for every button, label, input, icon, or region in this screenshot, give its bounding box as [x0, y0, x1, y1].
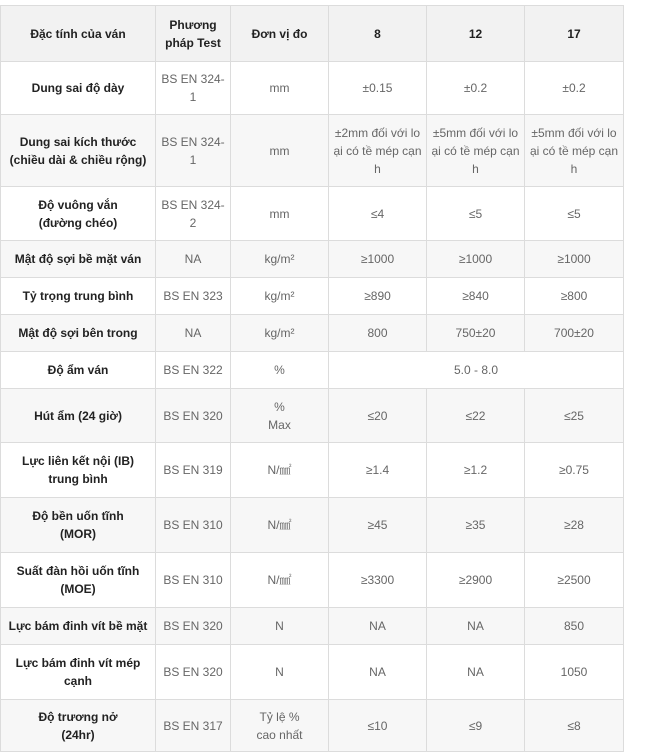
value-cell-17: ≥2500	[525, 553, 624, 608]
unit-cell: mm	[231, 62, 329, 115]
method-cell: BS EN 324- 1	[156, 62, 231, 115]
value-cell-12: ≥2900	[427, 553, 525, 608]
unit-cell: kg/m²	[231, 315, 329, 352]
table-row	[1, 315, 624, 352]
value-cell-12: 750±20	[427, 315, 525, 352]
unit-cell: kg/m²	[231, 278, 329, 315]
table-row	[1, 645, 624, 700]
value-cell-17: ≤8	[525, 700, 624, 752]
value-cell-12: ≥1000	[427, 241, 525, 278]
value-cell-12: ±0.2	[427, 62, 525, 115]
table-row	[1, 443, 624, 498]
table-row	[1, 352, 624, 389]
method-cell: BS EN 324- 2	[156, 187, 231, 241]
unit-cell: %	[231, 352, 329, 389]
value-cell-8: ≤10	[329, 700, 427, 752]
unit-cell: mm	[231, 115, 329, 187]
value-cell-17: 1050	[525, 645, 624, 700]
unit-cell: mm	[231, 187, 329, 241]
value-cell-8: ≥45	[329, 498, 427, 553]
value-cell-12: ±5mm đối với lo ại có tề mép cạn h	[427, 115, 525, 187]
value-cell-17: ±5mm đối với lo ại có tề mép cạn h	[525, 115, 624, 187]
value-cell-17: 850	[525, 608, 624, 645]
unit-cell: Tỷ lệ % cao nhất	[231, 700, 329, 752]
value-cell-17: ≥28	[525, 498, 624, 553]
method-cell: BS EN 320	[156, 645, 231, 700]
value-cell-8: ±0.15	[329, 62, 427, 115]
property-cell: Tỷ trọng trung bình	[1, 278, 156, 315]
value-cell-8: ≤4	[329, 187, 427, 241]
value-cell-8: ≥3300	[329, 553, 427, 608]
method-cell: BS EN 323	[156, 278, 231, 315]
unit-cell: % Max	[231, 389, 329, 443]
value-cell-17: ≥0.75	[525, 443, 624, 498]
property-cell: Độ bền uốn tĩnh (MOR)	[1, 498, 156, 553]
unit-cell: N/㎟	[231, 498, 329, 553]
method-cell: BS EN 317	[156, 700, 231, 752]
property-cell: Độ trương nở (24hr)	[1, 700, 156, 752]
value-cell-17: ≤25	[525, 389, 624, 443]
unit-cell: N	[231, 645, 329, 700]
value-cell-12: ≥35	[427, 498, 525, 553]
property-cell: Mật độ sợi bên trong	[1, 315, 156, 352]
unit-cell: kg/m²	[231, 241, 329, 278]
value-cell-8: ≥1.4	[329, 443, 427, 498]
value-cell-17: ±0.2	[525, 62, 624, 115]
method-cell: BS EN 320	[156, 389, 231, 443]
header-row	[1, 6, 624, 62]
table-row	[1, 278, 624, 315]
method-cell: BS EN 322	[156, 352, 231, 389]
value-cell-8: ≤20	[329, 389, 427, 443]
header-property: Đặc tính của ván	[1, 6, 156, 62]
method-cell: NA	[156, 315, 231, 352]
value-cell-8: NA	[329, 645, 427, 700]
spec-table	[0, 5, 624, 752]
property-cell: Dung sai độ dày	[1, 62, 156, 115]
value-cell-12: NA	[427, 608, 525, 645]
header-method: Phương pháp Test	[156, 6, 231, 62]
value-cell-8: ≥890	[329, 278, 427, 315]
unit-cell: N/㎟	[231, 443, 329, 498]
property-cell: Độ ẩm ván	[1, 352, 156, 389]
table-row	[1, 498, 624, 553]
table-row	[1, 241, 624, 278]
value-cell-8: NA	[329, 608, 427, 645]
property-cell: Hút ẩm (24 giờ)	[1, 389, 156, 443]
method-cell: BS EN 320	[156, 608, 231, 645]
value-cell-12: ≥1.2	[427, 443, 525, 498]
header-thickness-17: 17	[525, 6, 624, 62]
table-row	[1, 553, 624, 608]
table-row	[1, 62, 624, 115]
header-thickness-12: 12	[427, 6, 525, 62]
property-cell: Suất đàn hồi uốn tĩnh (MOE)	[1, 553, 156, 608]
value-cell-17: ≥1000	[525, 241, 624, 278]
unit-cell: N	[231, 608, 329, 645]
header-unit: Đơn vị đo	[231, 6, 329, 62]
merged-value-cell: 5.0 - 8.0	[329, 352, 624, 389]
value-cell-12: ≥840	[427, 278, 525, 315]
value-cell-12: ≤5	[427, 187, 525, 241]
property-cell: Độ vuông vắn (đường chéo)	[1, 187, 156, 241]
value-cell-8: ±2mm đối với lo ại có tề mép cạn h	[329, 115, 427, 187]
method-cell: NA	[156, 241, 231, 278]
property-cell: Lực bám đinh vít bề mặt	[1, 608, 156, 645]
value-cell-8: ≥1000	[329, 241, 427, 278]
table-row	[1, 700, 624, 752]
property-cell: Lực bám đinh vít mép cạnh	[1, 645, 156, 700]
table-row	[1, 389, 624, 443]
value-cell-12: ≤22	[427, 389, 525, 443]
property-cell: Dung sai kích thước (chiều dài & chiều rộng)	[1, 115, 156, 187]
value-cell-17: ≥800	[525, 278, 624, 315]
method-cell: BS EN 310	[156, 498, 231, 553]
unit-cell: N/㎟	[231, 553, 329, 608]
method-cell: BS EN 310	[156, 553, 231, 608]
value-cell-8: 800	[329, 315, 427, 352]
property-cell: Mật độ sợi bề mặt ván	[1, 241, 156, 278]
value-cell-12: NA	[427, 645, 525, 700]
method-cell: BS EN 324- 1	[156, 115, 231, 187]
header-thickness-8: 8	[329, 6, 427, 62]
table-row	[1, 608, 624, 645]
method-cell: BS EN 319	[156, 443, 231, 498]
table-row	[1, 115, 624, 187]
property-cell: Lực liên kết nội (IB) trung bình	[1, 443, 156, 498]
value-cell-17: 700±20	[525, 315, 624, 352]
value-cell-12: ≤9	[427, 700, 525, 752]
table-row	[1, 187, 624, 241]
value-cell-17: ≤5	[525, 187, 624, 241]
